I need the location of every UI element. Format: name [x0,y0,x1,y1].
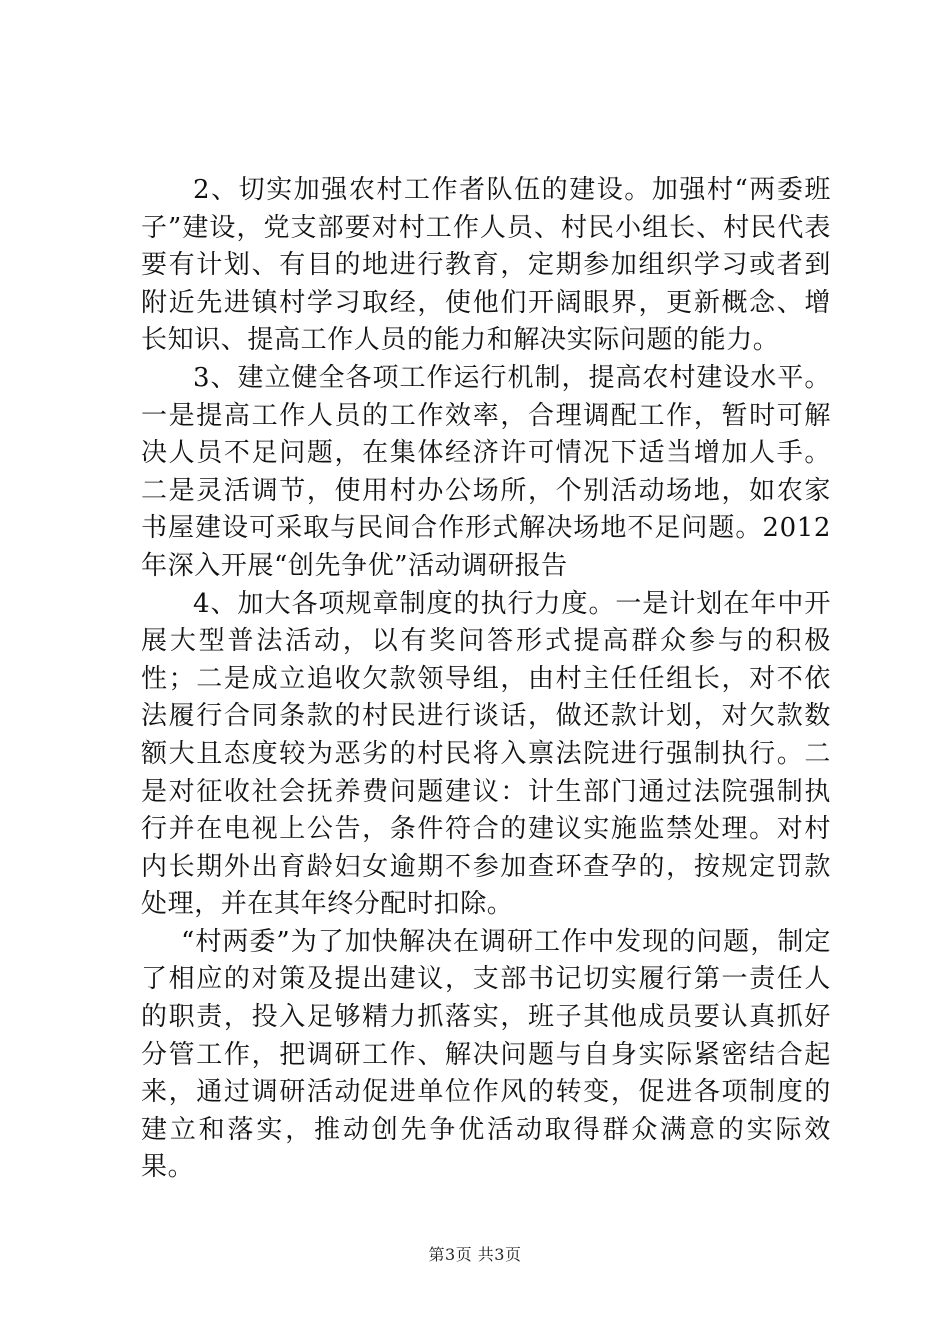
page-number-footer: 第3页 共3页 [428,1245,522,1264]
paragraph-conclusion: “村两委”为了加快解决在调研工作中发现的问题，制定了相应的对策及提出建议，支部书记切实履行第一责任人的职责，投入足够精力抓落实，班子其他成员要认真抓好分管工作，把调研工作、解决问题与自身实际紧密结合起来，通过调研活动促进单位作风的转变，促进各项制度的建立和落实，推动创先争优活动取得群众满意的实际效果。 [141,926,831,1183]
paragraph-work-mechanism: 3、建立健全各项工作运行机制，提高农村建设水平。一是提高工作人员的工作效率，合理调配工作，暂时可解决人员不足问题，在集体经济许可情况下适当增加人手。二是灵活调节，使用村办公场所，个别活动场地，如农家书屋建设可采取与民间合作形式解决场地不足问题。2012年深入开展“创先争优”活动调研报告 [141,362,831,581]
paragraph-rules-enforcement: 4、加大各项规章制度的执行力度。一是计划在年中开展大型普法活动，以有奖问答形式提高群众参与的积极性；二是成立追收欠款领导组，由村主任任组长，对不依法履行合同条款的村民进行谈话，做还款计划，对欠款数额大且态度较为恶劣的村民将入禀法院进行强制执行。二是对征收社会抚养费问题建议：计生部门通过法院强制执行并在电视上公告，条件符合的建议实施监禁处理。对村内长期外出育龄妇女逾期不参加查环查孕的，按规定罚款处理，并在其年终分配时扣除。 [141,588,831,920]
document-body [141,172,831,1187]
paragraph-team-building: 2、切实加强农村工作者队伍的建设。加强村“两委班子”建设，党支部要对村工作人员、村民小组长、村民代表要有计划、有目的地进行教育，定期参加组织学习或者到附近先进镇村学习取经，使他们开阔眼界，更新概念、增长知识、提高工作人员的能力和解决实际问题的能力。 [141,175,831,356]
